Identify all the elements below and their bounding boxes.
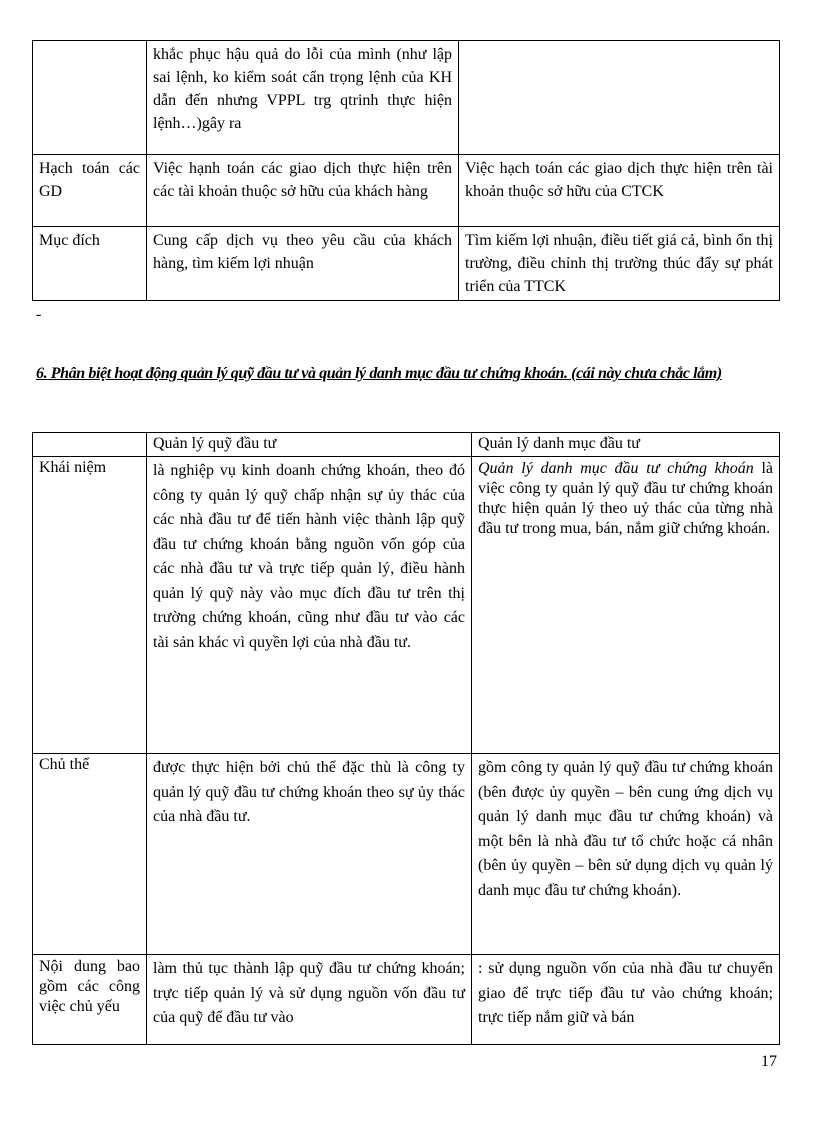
cell-portfolio-content: : sử dụng nguồn vốn của nhà đầu tư chuyển giao để trực tiếp đầu tư vào chứng khoán; trực tiếp nắm giữ và bán: [472, 955, 780, 1045]
row-label: [33, 41, 147, 155]
page-number: 17: [761, 1053, 777, 1070]
table-row: [33, 955, 780, 1045]
table-row: [33, 155, 780, 227]
comparison-table-fund-management: [32, 432, 780, 1045]
row-label: Chủ thể: [33, 754, 147, 955]
cell-portfolio-concept: [472, 457, 780, 754]
table-row: [33, 227, 780, 301]
italic-term: Quản lý danh mục đầu tư chứng khoán: [478, 460, 754, 477]
cell-brokerage: Việc hạnh toán các giao dịch thực hiện trên các tài khoản thuộc sở hữu của khách hàng: [147, 155, 459, 227]
cell-portfolio-subject: gồm công ty quản lý quỹ đầu tư chứng khoán (bên được ủy quyền – bên cung ứng dịch vụ quản lý danh mục đầu tư chứng khoán) và một bên là nhà đầu tư tổ chức hoặc cá nhân (bên ủy quyền – bên sử dụng dịch vụ quản lý danh mục đầu tư chứng khoán).: [472, 754, 780, 955]
concept-text: là việc công ty quản lý quỹ đầu tư chứng khoán thực hiện quản lý theo uỷ thác của từng nhà đầu tư trong mua, bán, nắm giữ chứng khoán.: [478, 460, 774, 537]
cell-fund-content: làm thủ tục thành lập quỹ đầu tư chứng khoán; trực tiếp quản lý và sử dụng nguồn vốn đầu tư của quỹ để đầu tư vào: [147, 955, 472, 1045]
column-header-fund: Quản lý quỹ đầu tư: [147, 433, 472, 457]
cell-proprietary: Việc hạch toán các giao dịch thực hiện trên tài khoản thuộc sở hữu của CTCK: [459, 155, 780, 227]
column-header-portfolio: Quản lý danh mục đầu tư: [472, 433, 780, 457]
table-row: [33, 754, 780, 955]
cell-brokerage: Cung cấp dịch vụ theo yêu cầu của khách hàng, tìm kiếm lợi nhuận: [147, 227, 459, 301]
row-label: Khái niệm: [33, 457, 147, 754]
table-row: [33, 41, 780, 155]
table-header-row: [33, 433, 780, 457]
cell-proprietary: [459, 41, 780, 155]
section-heading: 6. Phân biệt hoạt động quản lý quỹ đầu tư và quản lý danh mục đầu tư chứng khoán. (cái này chưa chắc lắm): [36, 365, 722, 382]
table-row: [33, 457, 780, 754]
row-label: Hạch toán các GD: [33, 155, 147, 227]
cell-proprietary: Tìm kiếm lợi nhuận, điều tiết giá cả, bình ổn thị trường, điều chỉnh thị trường thúc đẩy sự phát triển của TTCK: [459, 227, 780, 301]
row-label: Mục đích: [33, 227, 147, 301]
comparison-table-brokerage: [32, 40, 780, 301]
list-dash: -: [36, 306, 42, 323]
cell-brokerage: khắc phục hậu quả do lỗi của mình (như lập sai lệnh, ko kiểm soát cẩn trọng lệnh của KH dẫn đến nhưng VPPL trg qtrinh thực hiện lệnh…)gây ra: [147, 41, 459, 155]
row-label: Nội dung bao gồm các công việc chủ yếu: [33, 955, 147, 1045]
cell-fund-concept: là nghiệp vụ kinh doanh chứng khoán, theo đó công ty quản lý quỹ chấp nhận sự ủy thác của các nhà đầu tư để tiến hành việc thành lập quỹ đầu tư chứng khoán bằng nguồn vốn góp của các nhà đầu tư và trực tiếp quản lý, điều hành quản lý quỹ này vào mục đích đầu tư trên thị trường chứng khoán, cũng như đầu tư vào các tài sản khác vì quyền lợi của nhà đầu tư.: [147, 457, 472, 754]
cell-fund-subject: được thực hiện bởi chủ thể đặc thù là công ty quản lý quỹ đầu tư chứng khoán theo sự ủy thác của nhà đầu tư.: [147, 754, 472, 955]
header-empty: [33, 433, 147, 457]
